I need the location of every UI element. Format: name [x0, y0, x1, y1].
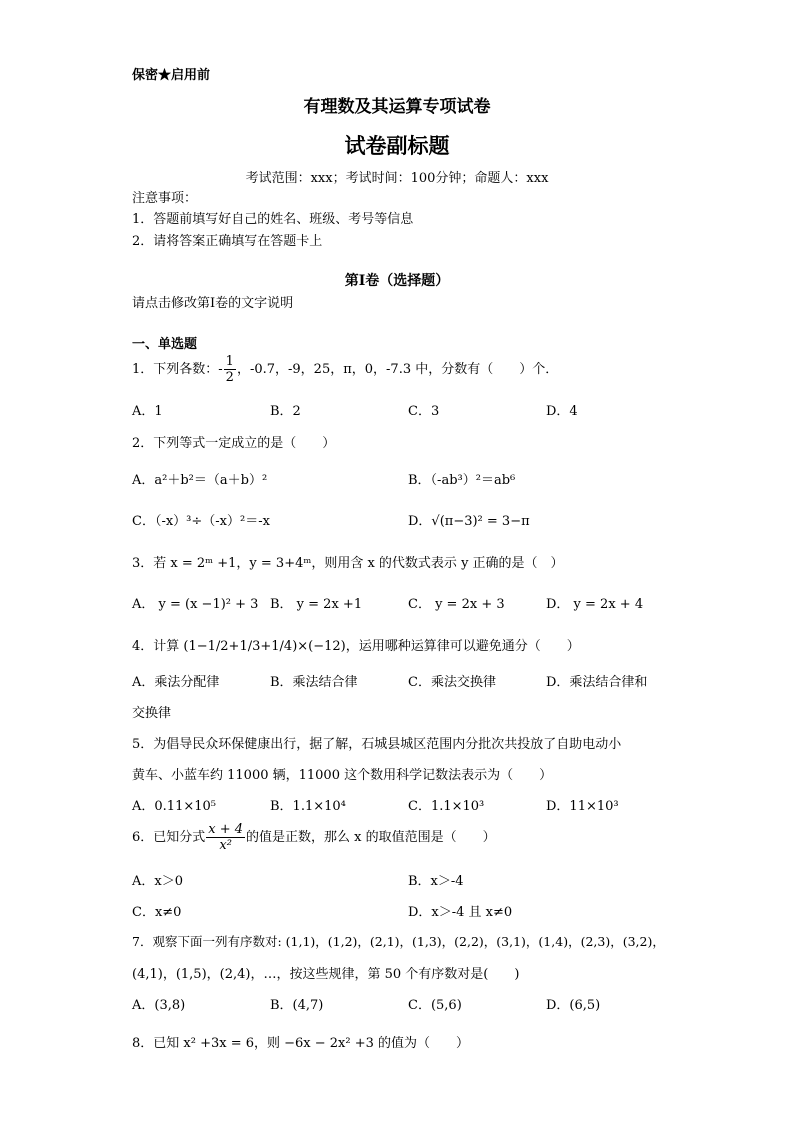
option-d: D．11×10³ — [546, 799, 619, 814]
option-c: C．（-x）³÷（-x）²＝-x — [132, 514, 270, 529]
option-b: B．（-ab³）²＝ab⁶ — [408, 473, 516, 488]
exam-info: 考试范围：xxx；考试时间：100分钟；命题人：xxx — [245, 171, 549, 186]
option-d: D．x＞-4 且 x≠0 — [408, 905, 513, 920]
question-text: ，-0.7，-9，25，π，0，-7.3 中，分数有（ ）个． — [236, 362, 559, 377]
option-a: A．1 — [132, 404, 163, 419]
option-d: D．乘法结合律和 — [546, 675, 648, 690]
question-4: 4．计算 (1−1/2+1/3+1/4)×(−12)，运用哪种运算律可以避免通分（ ） — [132, 639, 580, 654]
option-a: A．0.11×10⁵ — [132, 799, 216, 814]
question-3: 3．若 x = 2ᵐ +1，y = 3+4ᵐ，则用含 x 的代数式表示 y 正确的是（ ） — [132, 556, 564, 571]
option-c: C．3 — [408, 404, 440, 419]
option-d: D．√(π−3)² = 3−π — [408, 514, 530, 529]
question-text: 的值是正数，那么 x 的取值范围是（ ） — [246, 830, 496, 845]
option-c: C．乘法交换律 — [408, 675, 496, 690]
question-7-line-2: (4,1)，(1,5)，(2,4)，…，按这些规律，第 50 个有序数对是( ) — [132, 967, 520, 982]
option-b: B． y = 2x +1 — [270, 597, 363, 612]
fraction — [206, 822, 245, 853]
question-text: 6．已知分式 — [132, 830, 206, 845]
option-a: A．a²＋b²＝（a＋b）² — [132, 473, 268, 488]
question-1 — [132, 354, 558, 385]
option-c: C． y = 2x + 3 — [408, 597, 505, 612]
page-subtitle: 试卷副标题 — [344, 133, 450, 158]
option-c: C．x≠0 — [132, 905, 182, 920]
note-item: 2．请将答案正确填写在答题卡上 — [132, 234, 323, 249]
option-a: A．(3,8) — [132, 998, 186, 1013]
option-d: D．(6,5) — [546, 998, 601, 1013]
option-b: B．2 — [270, 404, 301, 419]
note-item: 1．答题前填写好自己的姓名、班级、考号等信息 — [132, 212, 414, 227]
option-b: B．乘法结合律 — [270, 675, 358, 690]
option-c: C．(5,6) — [408, 998, 462, 1013]
option-c: C．1.1×10³ — [408, 799, 485, 814]
fraction-numerator: x + 4 — [208, 822, 244, 837]
question-6 — [132, 822, 496, 853]
option-a: A．乘法分配律 — [132, 675, 220, 690]
question-7-line-1: 7．观察下面一列有序数对: (1,1)，(1,2)，(2,1)，(1,3)，(2,2)，(3,1)，(1,4)，(2,3)，(3,2)， — [132, 934, 665, 949]
fraction-denominator: 2 — [225, 370, 234, 385]
page-title: 有理数及其运算专项试卷 — [303, 97, 491, 117]
option-b: B．x＞-4 — [408, 874, 464, 889]
question-2: 2．下列等式一定成立的是（ ） — [132, 436, 336, 451]
fraction-denominator: x² — [219, 838, 232, 853]
option-b: B．1.1×10⁴ — [270, 799, 346, 814]
option-d: D． y = 2x + 4 — [546, 597, 644, 612]
option-b: B．(4,7) — [270, 998, 324, 1013]
option-d-wrap: 交换律 — [132, 706, 172, 721]
part-description[interactable]: 请点击修改第I卷的文字说明 — [132, 296, 294, 311]
option-a: A． y = (x −1)² + 3 — [132, 597, 259, 612]
option-d: D．4 — [546, 404, 578, 419]
section-heading: 一、单选题 — [132, 337, 198, 352]
part-title: 第I卷（选择题） — [344, 273, 450, 289]
confidential-label: 保密★启用前 — [132, 68, 211, 83]
fraction-numerator: 1 — [225, 354, 234, 369]
question-5-line-2: 黄车、小蓝车约 11000 辆，11000 这个数用科学记数法表示为（ ） — [132, 768, 553, 783]
notes-heading: 注意事项： — [132, 191, 198, 206]
question-5-line-1: 5．为倡导民众环保健康出行，据了解，石城县城区范围内分批次共投放了自助电动小 — [132, 737, 622, 752]
option-a: A．x＞0 — [132, 874, 183, 889]
question-8: 8．已知 x² +3x = 6，则 −6x − 2x² +3 的值为（ ） — [132, 1036, 470, 1051]
fraction — [224, 354, 236, 385]
question-text: 1．下列各数：- — [132, 362, 223, 377]
